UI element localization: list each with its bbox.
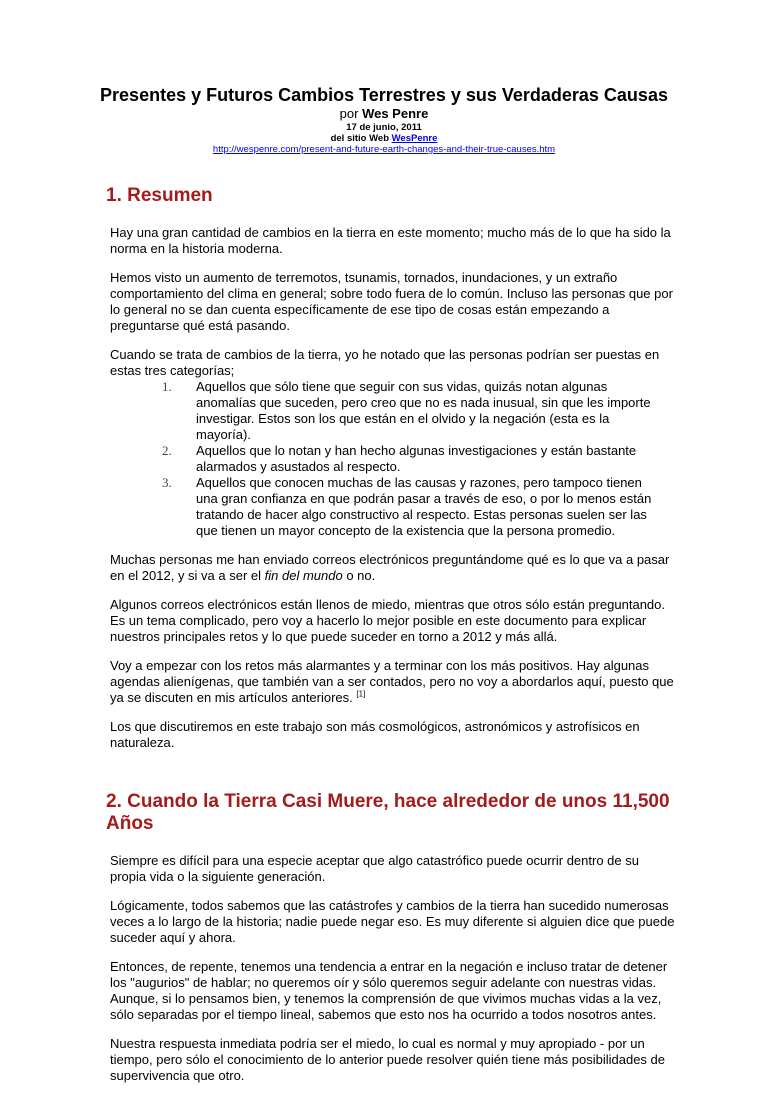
source-line [0,133,768,144]
paragraph: Entonces, de repente, tenemos una tendencia a entrar en la negación e incluso tratar de detener los "augurios" de hablar; no queremos oír y sólo queremos seguir adelante con nuestras vidas. Aunque, si lo pensamos bien, y tenemos la comprensión de que vivimos muchas vidas a la vez, sólo separadas por el tiempo lineal, sabemos que esto nos ha ocurrido a todos nosotros antes. [110,959,668,1022]
byline [0,106,768,122]
list-number: 3. [162,475,172,490]
paragraph: Muchas personas me han enviado correos electrónicos preguntándome qué es lo que va a pasar en el 2012, y si va a ser el fin del mundo o no. [110,552,670,583]
site-prefix: del sitio Web [330,133,389,144]
paragraph: Lógicamente, todos sabemos que las catástrofes y cambios de la tierra han sucedido numerosas veces a lo largo de la historia; nadie puede negar eso. Es muy diferente si alguien dice que puede suceder aquí y ahora. [110,898,675,945]
paragraph: Hay una gran cantidad de cambios en la tierra en este momento; mucho más de lo que ha sido la norma en la historia moderna. [110,225,671,256]
categories-block [110,347,675,539]
paragraph: Siempre es difícil para una especie aceptar que algo catastrófico puede ocurrir dentro de su propia vida o la siguiente generación. [110,853,639,884]
list-number: 2. [162,443,172,458]
section-2-heading: 2. Cuando la Tierra Casi Muere, hace alrededor de unos 11,500 Años [106,791,670,834]
document-title: Presentes y Futuros Cambios Terrestres y sus Verdaderas Causas [100,85,668,105]
paragraph: Nuestra respuesta inmediata podría ser el miedo, lo cual es normal y muy apropiado - por un tiempo, pero sólo el conocimiento de lo anterior puede resolver quién tiene más posibilidades de supervivencia que otro. [110,1036,666,1083]
paragraph: Hemos visto un aumento de terremotos, tsunamis, tornados, inundaciones, y un extraño comportamiento del clima en general; sobre todo fuera de lo común. Incluso las personas que por lo general no se dan cuenta específicamente de ese tipo de cosas están empezando a preguntarse qué está pasando. [110,270,673,333]
paragraph: Cuando se trata de cambios de la tierra, yo he notado que las personas podrían ser puestas en estas tres categorías; [110,347,660,378]
section-1-heading: 1. Resumen [106,185,213,206]
list-item [132,379,666,443]
site-link[interactable]: WesPenre [391,133,438,144]
list-item [132,443,666,475]
paragraph: Voy a empezar con los retos más alarmantes y a terminar con los más positivos. Hay algunas agendas alienígenas, que también van a ser contados, pero no voy a abordarlos aquí, puesto que ya se discuten en mis artículos anteriores. [1] [110,658,674,705]
footnote-ref[interactable]: [1] [356,689,366,699]
list-item [132,475,666,539]
list-text: Aquellos que sólo tiene que seguir con sus vidas, quizás notan algunas anomalías que suceden, pero creo que no es nada inusual, sin que les importe investigar. Estos son los que están en el olvido y la negación (esta es la mayoría). [196,379,651,442]
list-text: Aquellos que lo notan y han hecho algunas investigaciones y están bastante alarmados y asustados al respecto. [196,443,637,474]
by-prefix: por [339,106,359,121]
paragraph: Algunos correos electrónicos están llenos de miedo, mientras que otros sólo están preguntando. Es un tema complicado, pero voy a hacerlo lo mejor posible en este documento para explicar nuestros principales retos y lo que puede suceder en torno a 2012 y más allá. [110,597,665,644]
list-number: 1. [162,379,172,394]
category-list [110,379,675,539]
source-url-link[interactable]: http://wespenre.com/present-and-future-earth-changes-and-their-true-causes.htm [212,144,556,155]
date: 17 de junio, 2011 [346,122,422,133]
author: Wes Penre [362,106,429,121]
source-url [0,144,768,155]
emphasis: fin del mundo [264,568,343,583]
document-body [0,185,675,1084]
list-text: Aquellos que conocen muchas de las causas y razones, pero tampoco tienen una gran confianza en que podrán pasar a través de eso, o por lo menos están tratando de hacer algo constructivo al respecto. Estas personas suelen ser las que tienen un mayor concepto de la existencia que la persona promedio. [196,475,652,538]
paragraph: Los que discutiremos en este trabajo son más cosmológicos, astronómicos y astrofísicos en naturaleza. [110,719,640,750]
